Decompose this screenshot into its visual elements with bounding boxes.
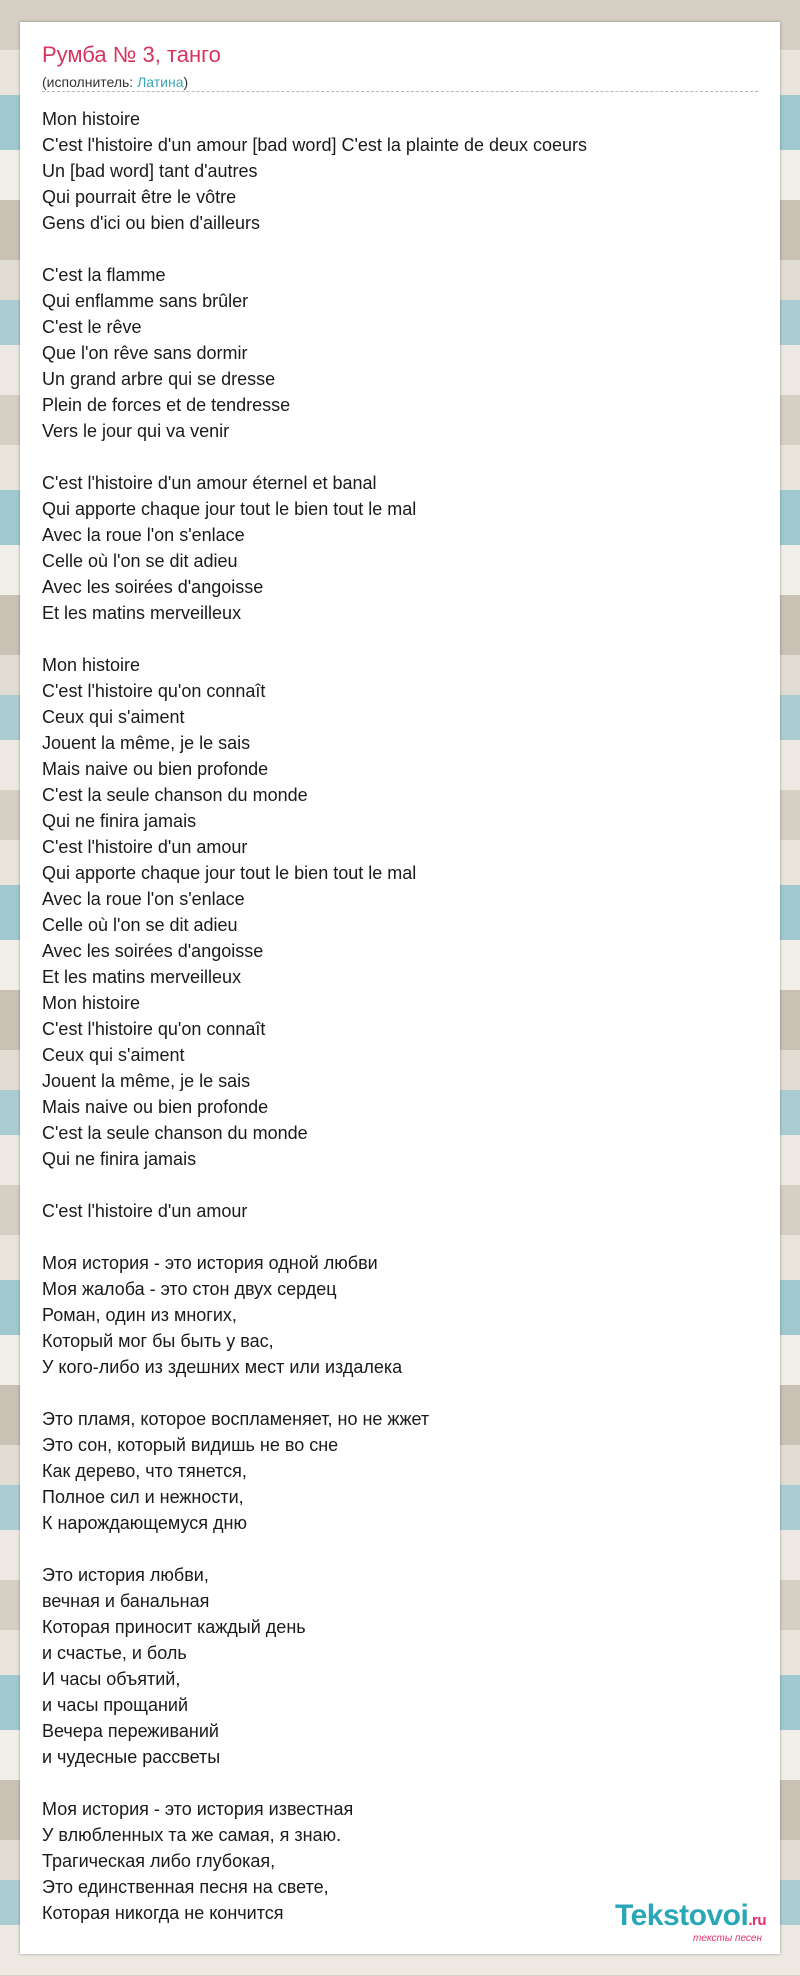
- lyrics-line: C'est l'histoire qu'on connaît: [42, 681, 266, 701]
- lyrics-line: К нарождающемуся дню: [42, 1513, 247, 1533]
- logo-tagline: тексты песен: [693, 1933, 762, 1944]
- lyrics-line: Mais naive ou bien profonde: [42, 1097, 269, 1117]
- lyrics-line: Avec les soirées d'angoisse: [42, 577, 264, 597]
- lyrics-card: [20, 22, 780, 1954]
- artist-line: [42, 73, 188, 91]
- lyrics-line: Моя история - это история известная: [42, 1799, 354, 1819]
- lyrics-line: Un grand arbre qui se dresse: [42, 369, 276, 389]
- lyrics-line: C'est la flamme: [42, 265, 166, 285]
- lyrics-line: Это пламя, которое воспламеняет, но не жжет: [42, 1409, 430, 1429]
- lyrics-line: C'est la seule chanson du monde: [42, 785, 308, 805]
- lyrics-line: Которая никогда не кончится: [42, 1903, 284, 1923]
- lyrics-line: Mon histoire: [42, 993, 141, 1013]
- lyrics-line: C'est l'histoire d'un amour: [42, 837, 248, 857]
- lyrics-stanza: [42, 470, 758, 626]
- artist-link[interactable]: Латина: [137, 74, 184, 90]
- lyrics-line: Qui pourrait être le vôtre: [42, 187, 237, 207]
- lyrics-line: Jouent la même, je le sais: [42, 1071, 251, 1091]
- lyrics-line: Это история любви,: [42, 1565, 209, 1585]
- lyrics-line: Que l'on rêve sans dormir: [42, 343, 248, 363]
- lyrics-line: Mon histoire: [42, 655, 141, 675]
- lyrics-line: Полное сил и нежности,: [42, 1487, 244, 1507]
- lyrics-stanza: [42, 1406, 758, 1536]
- artist-prefix: (исполнитель:: [42, 74, 138, 90]
- lyrics-stanza: [42, 652, 758, 1172]
- lyrics-line: Это единственная песня на свете,: [42, 1877, 329, 1897]
- lyrics-line: Qui ne finira jamais: [42, 811, 197, 831]
- artist-suffix: ): [183, 74, 189, 90]
- lyrics-line: Avec les soirées d'angoisse: [42, 941, 264, 961]
- lyrics-line: Un [bad word] tant d'autres: [42, 161, 258, 181]
- lyrics-stanza: [42, 1198, 758, 1224]
- lyrics-line: Вечера переживаний: [42, 1721, 219, 1741]
- lyrics-line: Mais naive ou bien profonde: [42, 759, 269, 779]
- lyrics-line: C'est l'histoire d'un amour éternel et banal: [42, 473, 377, 493]
- lyrics-line: Mon histoire: [42, 109, 141, 129]
- lyrics-line: C'est la seule chanson du monde: [42, 1123, 308, 1143]
- lyrics-line: Vers le jour qui va venir: [42, 421, 230, 441]
- lyrics-line: Которая приносит каждый день: [42, 1617, 306, 1637]
- logo-name: Tekstovoi: [615, 1899, 749, 1932]
- lyrics-stanza: [42, 262, 758, 444]
- lyrics-line: Celle où l'on se dit adieu: [42, 915, 238, 935]
- song-title: Румба № 3, танго: [42, 42, 221, 67]
- logo-wordmark: [615, 1900, 766, 1937]
- lyrics-stanza: [42, 1562, 758, 1770]
- lyrics-line: C'est l'histoire d'un amour [bad word] C'est la plainte de deux coeurs: [42, 135, 588, 155]
- logo-tld: .ru: [748, 1912, 766, 1929]
- lyrics-line: Et les matins merveilleux: [42, 967, 242, 987]
- lyrics-line: Qui enflamme sans brûler: [42, 291, 249, 311]
- lyrics-line: Трагическая либо глубокая,: [42, 1851, 276, 1871]
- lyrics-line: У кого-либо из здешних мест или издалека: [42, 1357, 403, 1377]
- lyrics-line: Который мог бы быть у вас,: [42, 1331, 274, 1351]
- title-divider: [42, 91, 758, 92]
- lyrics-line: Et les matins merveilleux: [42, 603, 242, 623]
- lyrics-line: Qui ne finira jamais: [42, 1149, 197, 1169]
- lyrics-line: Celle où l'on se dit adieu: [42, 551, 238, 571]
- lyrics-stanza: [42, 1250, 758, 1380]
- lyrics-line: Моя история - это история одной любви: [42, 1253, 378, 1273]
- lyrics-line: Qui apporte chaque jour tout le bien tout le mal: [42, 863, 417, 883]
- lyrics-line: и часы прощаний: [42, 1695, 189, 1715]
- lyrics-line: и счастье, и боль: [42, 1643, 187, 1663]
- lyrics-line: Plein de forces et de tendresse: [42, 395, 291, 415]
- site-logo[interactable]: [615, 1900, 766, 1944]
- lyrics-line: Как дерево, что тянется,: [42, 1461, 247, 1481]
- lyrics-line: C'est l'histoire d'un amour: [42, 1201, 248, 1221]
- lyrics-line: У влюбленных та же самая, я знаю.: [42, 1825, 342, 1845]
- lyrics-line: Jouent la même, je le sais: [42, 733, 251, 753]
- lyrics-line: и чудесные рассветы: [42, 1747, 221, 1767]
- lyrics-text: [42, 106, 758, 1926]
- lyrics-line: Моя жалоба - это стон двух сердец: [42, 1279, 337, 1299]
- lyrics-line: Avec la roue l'on s'enlace: [42, 525, 245, 545]
- lyrics-line: И часы объятий,: [42, 1669, 181, 1689]
- lyrics-stanza: [42, 106, 758, 236]
- lyrics-line: Это сон, который видишь не во сне: [42, 1435, 339, 1455]
- lyrics-line: Gens d'ici ou bien d'ailleurs: [42, 213, 260, 233]
- lyrics-line: Ceux qui s'aiment: [42, 707, 185, 727]
- lyrics-line: Avec la roue l'on s'enlace: [42, 889, 245, 909]
- lyrics-line: Ceux qui s'aiment: [42, 1045, 185, 1065]
- lyrics-line: C'est l'histoire qu'on connaît: [42, 1019, 266, 1039]
- lyrics-line: вечная и банальная: [42, 1591, 210, 1611]
- lyrics-line: C'est le rêve: [42, 317, 142, 337]
- lyrics-line: Qui apporte chaque jour tout le bien tout le mal: [42, 499, 417, 519]
- lyrics-line: Роман, один из многих,: [42, 1305, 237, 1325]
